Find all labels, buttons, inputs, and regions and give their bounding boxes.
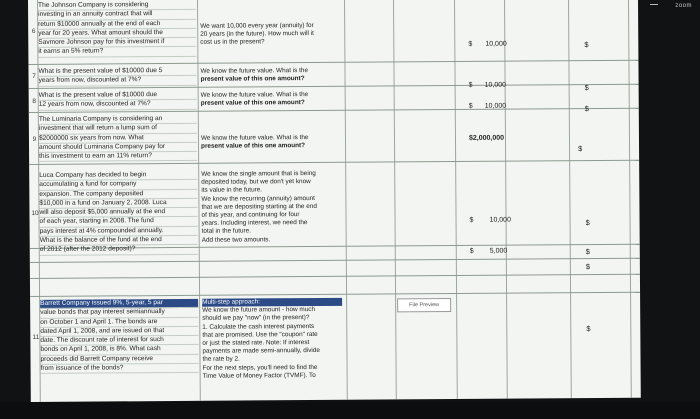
zoom-slider[interactable]	[650, 4, 658, 5]
hint-cell[interactable]	[200, 22, 340, 48]
hint-line: that we are depositing starting at the end	[201, 202, 317, 211]
question-cell[interactable]	[38, 1, 196, 58]
question-line: The Luminaria Company is considering an	[39, 115, 197, 125]
hint-line: We know the future value. What is the	[200, 134, 309, 142]
answer-cell[interactable]: $	[584, 40, 589, 50]
amount-cell[interactable]: 5,000	[489, 247, 508, 255]
grid-line	[393, 0, 397, 399]
question-line: year for 20 years. What amount should the	[38, 29, 196, 39]
row-divider	[28, 60, 638, 65]
row-number: 10	[31, 209, 39, 217]
question-line: $2000000 six years from now. What	[39, 133, 197, 143]
zoom-label[interactable]: zoom	[675, 3, 692, 9]
row-divider	[30, 292, 640, 297]
grid-line	[344, 0, 348, 400]
amount-cell[interactable]: 10,000	[484, 102, 507, 110]
question-line: years from now, discounted at 7%?	[39, 76, 197, 86]
question-line: amount should Luminaria Company pay for	[39, 143, 197, 153]
hint-line: cost us in the present?	[200, 38, 265, 47]
row-number: 11	[32, 333, 40, 341]
row-number: 8	[32, 97, 37, 105]
hint-line: We know the future value. What is the	[200, 91, 309, 99]
hint-line: We know the recurring (annuity) amount	[201, 194, 315, 203]
question-line: 12 years from now, discounted at 7%?	[39, 100, 197, 110]
question-line-selected: Barrett Company issued 9%, 5-year, 5 par	[40, 299, 198, 309]
question-line: date. The discount rate of interest for such	[40, 336, 198, 346]
hint-line-selected: Multi-step approach:	[202, 298, 342, 307]
currency-symbol: $	[468, 40, 473, 48]
hint-emphasis: present value of this one amount?	[201, 142, 306, 150]
hint-line: payments are made semi-annually, divide	[202, 347, 320, 356]
amount-cell[interactable]: $2,000,000	[468, 134, 505, 142]
row-divider	[30, 274, 640, 279]
amount-cell[interactable]: 10,000	[489, 216, 511, 224]
hint-line: 20 years (in the future). How much will it	[200, 30, 314, 39]
question-line: investment that will return a lump sum of	[39, 124, 197, 134]
question-cell[interactable]	[39, 115, 197, 163]
hint-line: Time Value of Money Factor (TVMF). To	[202, 371, 316, 380]
question-line: $10,000 in a fund on January 2, 2008. Luca	[39, 199, 197, 209]
answer-cell[interactable]: $	[584, 104, 589, 114]
question-line: from issuance of the bonds?	[41, 364, 199, 374]
question-line: What is the balance of the fund at the end	[40, 236, 198, 246]
hint-line: For the next steps, you'll need to find the	[202, 363, 318, 372]
question-line: proceeds did Barrett Company receive	[40, 355, 198, 365]
hint-line	[201, 99, 341, 108]
hint-line: years. Including interest, we need the	[201, 219, 308, 228]
question-line: investing in an annuity contract that will	[38, 10, 196, 20]
question-line: expansion. The company deposited	[39, 189, 197, 199]
currency-symbol: $	[468, 81, 473, 89]
row-divider	[30, 258, 640, 263]
currency-symbol: $	[469, 247, 474, 255]
question-line: pays interest at 4% compounded annually.	[40, 227, 198, 237]
desk-shadow	[0, 402, 700, 419]
question-line: value bonds that pay interest semiannually	[40, 308, 198, 318]
hint-line: the rate by 2.	[202, 355, 240, 364]
spreadsheet	[28, 0, 641, 402]
hint-line: We know the future amount - how much	[202, 306, 316, 314]
question-line: of each year, starting in 2008. The fund	[40, 217, 198, 227]
currency-symbol: $	[468, 102, 473, 110]
question-line: accumulating a fund for company	[39, 180, 197, 190]
answer-cell[interactable]: $	[578, 144, 583, 154]
hint-cell[interactable]	[201, 91, 341, 108]
answer-cell[interactable]: $	[584, 83, 589, 93]
hint-line	[201, 142, 341, 151]
question-line: The Johnson Company is considering	[38, 1, 196, 11]
hint-emphasis: present value of this one amount?	[200, 75, 305, 84]
hint-line: We know the single amount that is being	[201, 169, 316, 178]
row-number: 7	[32, 72, 36, 80]
amount-cell[interactable]: 10,000	[484, 81, 507, 89]
hint-line: We know the future value. What is the	[200, 67, 309, 75]
question-line: this investment to earn an 11% return?	[39, 152, 197, 162]
question-line: it earns an 5% return?	[38, 47, 196, 57]
question-cell[interactable]	[38, 67, 196, 87]
hint-line: or just the stated rate. Note: If interest	[202, 339, 310, 347]
hint-line: 1. Calculate the cash interest payments	[202, 322, 315, 331]
hint-cell[interactable]	[200, 67, 340, 84]
hint-cell[interactable]	[201, 134, 341, 151]
hint-cell[interactable]	[201, 170, 342, 245]
row-number: 6	[31, 27, 36, 35]
hint-line	[201, 75, 341, 84]
file-preview-panel[interactable]: File Preview	[397, 298, 451, 312]
row-number: 9	[32, 135, 37, 143]
answer-cell[interactable]: $	[586, 324, 591, 334]
answer-cell[interactable]: $	[585, 262, 591, 272]
hint-line: that are promised. Use the "coupon" rate	[202, 330, 318, 339]
question-line: return $10000 annually at the end of each	[38, 19, 196, 29]
hint-line: We want 10,000 every year (annuity) for	[200, 22, 314, 30]
hint-line: should we pay "now" (in the present)?	[202, 314, 310, 323]
hint-line: its value in the future.	[201, 186, 263, 195]
question-cell[interactable]	[39, 91, 197, 111]
hint-line: deposited today, but we don't yet know	[201, 178, 311, 186]
question-line: dated April 1, 2008, and are issued on that	[40, 327, 198, 337]
question-line: bonds on April 1, 2008, is 8%. What cash	[40, 345, 198, 355]
hint-line: total in the future.	[201, 227, 252, 236]
question-line: What is the present value of $10000 due	[39, 91, 197, 101]
hint-cell[interactable]	[202, 298, 343, 381]
hint-line: of this year, and continuing for four	[201, 211, 300, 219]
amount-cell[interactable]: 10,000	[485, 40, 507, 48]
answer-cell[interactable]: $	[585, 218, 590, 228]
question-line: Savmore Johnson pay for this investment if	[38, 38, 196, 48]
question-line: What is the present value of $10000 due 5	[38, 67, 196, 77]
question-line: will also deposit $5,000 annually at the end	[39, 208, 197, 218]
question-line: of 2012 (after the 2012 deposit)?	[40, 245, 198, 255]
grid-line	[454, 0, 458, 399]
hint-line: Add these two amounts.	[201, 235, 271, 244]
question-cell[interactable]	[40, 299, 199, 374]
answer-cell[interactable]: $	[585, 247, 590, 257]
hint-emphasis: present value of this one amount?	[200, 99, 305, 107]
question-line: on October 1 and April 1. The bonds are	[40, 317, 198, 327]
question-cell[interactable]	[39, 171, 198, 256]
currency-symbol: $	[469, 216, 474, 224]
question-line: Luca Company has decided to begin	[39, 171, 197, 181]
